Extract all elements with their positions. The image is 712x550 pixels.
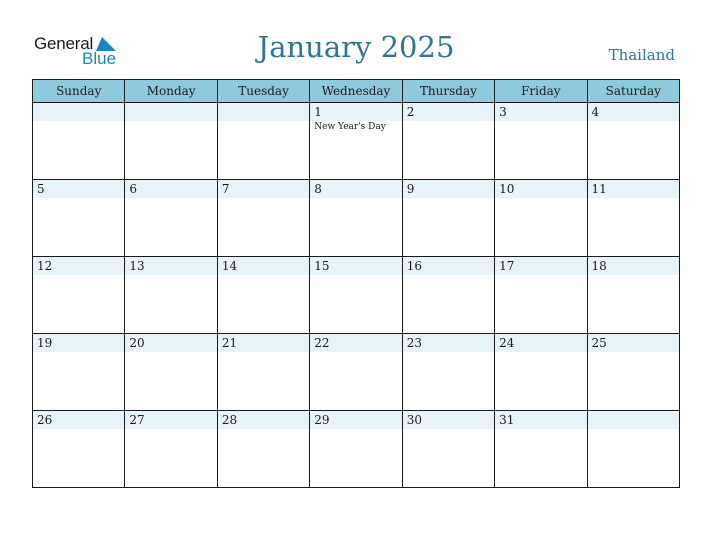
day-header-band <box>495 103 586 121</box>
day-cell <box>217 180 309 257</box>
day-cell <box>587 334 679 411</box>
day-number: 19 <box>37 336 53 350</box>
day-cell <box>402 334 494 411</box>
day-number: 5 <box>37 182 45 196</box>
day-number: 25 <box>591 336 607 350</box>
day-header-band <box>403 180 494 198</box>
day-number: 29 <box>314 413 330 427</box>
day-number: 2 <box>406 105 415 119</box>
day-number: 27 <box>129 413 145 427</box>
day-header-band <box>125 103 216 121</box>
day-number: 20 <box>129 336 145 350</box>
day-number: 6 <box>129 182 138 196</box>
weekday-header: Saturday <box>587 80 679 103</box>
calendar-title: January 2025 <box>257 30 455 64</box>
day-header-band <box>588 103 679 121</box>
day-header-band <box>588 411 679 429</box>
logo-text-general: General <box>34 34 94 53</box>
day-cell <box>402 103 494 180</box>
weekday-header: Wednesday <box>310 80 402 103</box>
weekday-header: Tuesday <box>217 80 309 103</box>
day-number: 24 <box>499 336 515 350</box>
day-header-band <box>218 180 309 198</box>
day-cell <box>495 257 587 334</box>
day-cell <box>402 411 494 488</box>
day-cell <box>587 180 679 257</box>
day-cell <box>310 334 402 411</box>
day-cell <box>125 411 217 488</box>
week-row <box>33 103 680 180</box>
day-number: 18 <box>591 259 607 273</box>
day-number: 9 <box>406 182 415 196</box>
day-cell <box>495 411 587 488</box>
weekday-header: Friday <box>495 80 587 103</box>
day-number: 7 <box>221 182 230 196</box>
weekday-header: Sunday <box>33 80 125 103</box>
weekday-header: Thursday <box>402 80 494 103</box>
day-cell <box>310 103 402 180</box>
day-cell <box>125 334 217 411</box>
week-row <box>33 411 680 488</box>
day-cell <box>33 411 125 488</box>
day-cell <box>33 334 125 411</box>
day-number: 12 <box>37 259 53 273</box>
holiday-label: New Year's Day <box>314 122 386 132</box>
day-cell <box>495 103 587 180</box>
day-number: 31 <box>499 413 515 427</box>
day-header-band <box>125 180 216 198</box>
day-number: 11 <box>591 182 607 196</box>
country-label: Thailand <box>608 46 675 64</box>
day-cell <box>217 334 309 411</box>
day-number: 21 <box>221 336 238 350</box>
day-number: 3 <box>499 105 507 119</box>
empty-day-cell <box>587 411 679 488</box>
day-number: 22 <box>314 336 330 350</box>
day-cell <box>495 180 587 257</box>
day-cell <box>217 411 309 488</box>
day-number: 26 <box>37 413 53 427</box>
empty-day-cell <box>217 103 309 180</box>
day-number: 15 <box>314 259 330 273</box>
day-number: 1 <box>314 105 322 119</box>
day-header-band <box>310 180 401 198</box>
day-number: 14 <box>221 259 238 273</box>
day-cell <box>587 257 679 334</box>
empty-day-cell <box>125 103 217 180</box>
day-header-band <box>310 103 401 121</box>
week-row <box>33 180 680 257</box>
day-cell <box>310 180 402 257</box>
week-row <box>33 257 680 334</box>
day-cell <box>495 334 587 411</box>
day-header-band <box>218 103 309 121</box>
day-cell <box>587 103 679 180</box>
day-header-band <box>33 180 124 198</box>
day-cell <box>310 411 402 488</box>
day-cell <box>310 257 402 334</box>
day-number: 28 <box>221 413 238 427</box>
day-cell <box>125 257 217 334</box>
day-number: 30 <box>406 413 422 427</box>
day-cell <box>125 180 217 257</box>
logo-text-blue: Blue <box>82 49 117 68</box>
weekday-header: Monday <box>125 80 217 103</box>
day-cell <box>33 257 125 334</box>
day-number: 23 <box>406 336 422 350</box>
day-number: 17 <box>499 259 515 273</box>
empty-day-cell <box>33 103 125 180</box>
day-number: 13 <box>129 259 145 273</box>
day-number: 10 <box>499 182 515 196</box>
day-cell <box>402 257 494 334</box>
day-header-band <box>33 103 124 121</box>
day-cell <box>402 180 494 257</box>
day-number: 16 <box>406 259 422 273</box>
day-header-band <box>403 103 494 121</box>
calendar-grid <box>32 79 680 488</box>
weekday-header-row <box>33 80 680 103</box>
day-number: 4 <box>591 105 600 119</box>
day-cell <box>217 257 309 334</box>
week-row <box>33 334 680 411</box>
day-cell <box>33 180 125 257</box>
day-number: 8 <box>314 182 322 196</box>
